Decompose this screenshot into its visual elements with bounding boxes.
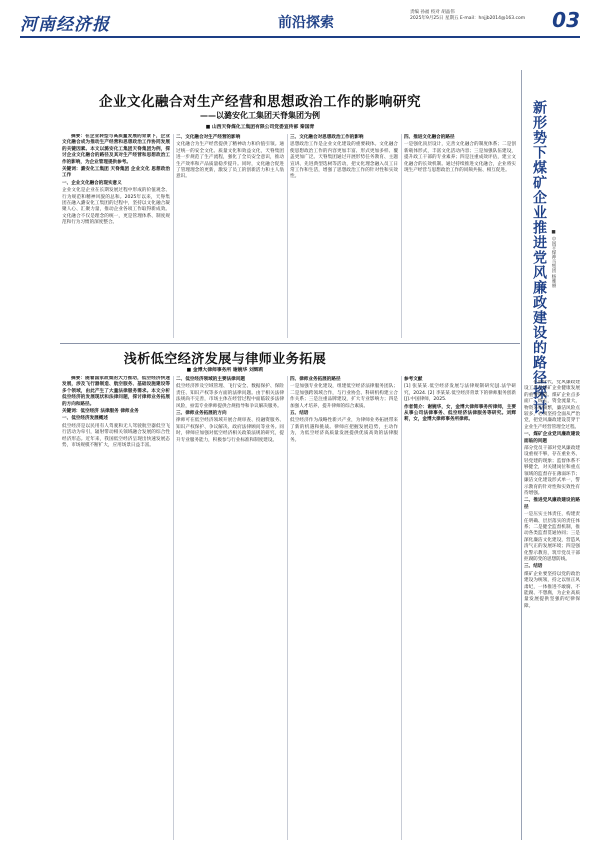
second-heading-3: 三、律师业务拓展的方向: [176, 411, 227, 417]
second-abstract: 摘要：随着国家政策的大力推动，低空经济快速发展，涉及飞行器制造、航空服务、基础设施建设等多个领域，由此产生了大量法律服务需求。本文分析低空经济的发展现状和法律问题，探讨律师业务拓展的方向和路径。: [62, 376, 170, 407]
page-number: 03: [552, 8, 580, 32]
second-paragraph-3: 律师可在低空经济领域开展合规审查、投融资服务、知识产权保护、争议解决、政府法律顾问等业务。同时，律师应加强对低空经济相关政策法规的研究，提升专业服务能力，积极参与行业标准和制度建设。: [176, 418, 284, 443]
date-line: 2025年9月25日 星期五 E-mail：hnjjb2014@163.com: [410, 16, 526, 21]
lead-abstract: 摘要：在企业转型与高质量发展的背景下，企业文化融合成为推动生产经营和思想政治工作协同发展的关键因素。本文以潞安化工集团天脊集团为例，探讨企业文化融合的路径及其对生产经营和思想政治工作的影响，为企业管理提供参考。: [62, 134, 170, 165]
second-article-title: 浅析低空经济发展与律师业务拓展: [123, 352, 327, 367]
editor-line: 责编 孙福 校对 胡晶伟: [410, 10, 455, 15]
lead-heading-3: 三、文化融合对思想政治工作的影响: [290, 135, 364, 140]
lead-paragraph-1: 企业文化是企业在长期发展过程中形成的价值观念、行为规范和精神风貌的总和。2025年以来，天脊集团在融入潞安化工集团的过程中，坚持以文化融合凝聚人心、汇聚力量，推动企业各项工作取得新成效。文化融合不仅是理念的统一，更是管理体系、制度规范和行为习惯的深度整合。: [62, 188, 170, 226]
column-divider: [287, 376, 288, 840]
masthead-rule: [20, 36, 580, 38]
side-article-rule: [521, 70, 522, 840]
lead-paragraph-3: 思想政治工作是企业文化建设的重要载体。文化融合使思想政治工作的内容更加丰富、形式更加多样、覆盖更加广泛。天脊集团通过开展形势任务教育、主题宣讲、先进典型选树等活动，把文化理念融入员工日常工作和生活，增强了思想政治工作的针对性和实效性。: [290, 142, 398, 180]
lead-article-author: ■ 山西天脊煤化工集团有限公司党委宣传部 秦国青: [205, 125, 315, 130]
lead-article-column-2: [176, 134, 284, 338]
column-divider: [401, 134, 402, 338]
side-paragraph-2: 部分党员干部对党风廉政建设重视不够，存在重业务、轻党建的现象；监督体系不够健全，对关键岗位和重点领域的监督存在薄弱环节；廉洁文化建设形式单一，警示教育的针对性和实效性有待增强。: [524, 446, 580, 496]
column-divider: [173, 134, 174, 338]
side-heading-3: 三、结语: [524, 564, 543, 570]
column-divider: [173, 376, 174, 840]
second-heading-1: 一、低空经济发展概述: [62, 416, 108, 422]
references-list: [1] 张某某.低空经济发展与法律规制研究[J].法学研究，2024. [2] 李某某.低空经济背景下的律师服务创新[J].中国律师，2025.: [404, 384, 516, 403]
second-article-column-1: [62, 376, 170, 840]
newspaper-logo: 河南经济报: [20, 15, 110, 35]
second-paragraph-2: 低空经济涉及空域管理、飞行安全、数据保护、保险责任、知识产权等多方面的法律问题。由于相关法律法规尚不完善，市场主体在经营过程中面临较多法律风险，亟需专业律师提供合规指导和争议解决服务。: [176, 384, 284, 409]
lead-article-subtitle: ——以潞安化工集团天脊集团为例: [200, 111, 320, 120]
lead-article-column-3: [290, 134, 398, 338]
second-article-column-3: [290, 376, 398, 840]
issue-meta: [410, 10, 528, 22]
side-paragraph-1: 在新时代，党风廉政建设工作是煤矿企业健康发展的重要保障。煤矿企业点多面广、线长，资金流量大，物资采购频繁，廉洁风险点较多，必须坚持全面从严治党，把党风廉政建设贯穿于企业生产经营管理全过程。: [524, 380, 580, 430]
lead-keywords: 关键词：潞安化工集团 天脊集团 企业文化 思想政治工作: [62, 167, 170, 179]
second-keywords: 关键词：低空经济 法律服务 律师业务: [62, 409, 139, 415]
second-article-column-4: [404, 376, 516, 840]
second-heading-4: 四、律师业务拓展的路径: [290, 377, 341, 382]
lead-heading-2: 二、文化融合对生产经营的影响: [176, 135, 241, 140]
side-article-title: 新形势下煤矿企业推进党风廉政建设的路径探讨: [531, 100, 547, 415]
second-paragraph-4: 一是加强专业化建设，组建低空经济法律服务团队；二是加强跨领域合作，与行业协会、科研机构建立合作关系；三是注重品牌建设，扩大专业影响力；四是加强人才培养，提升律师的综合素质。: [290, 384, 398, 409]
second-paragraph-1: 低空经济是以民用有人驾驶和无人驾驶航空器低空飞行活动为牵引，辐射带动相关领域融合发展的综合性经济形态。近年来，我国低空经济呈现出快速发展态势，市场规模不断扩大，应用场景日益丰富。: [62, 423, 170, 449]
lead-paragraph-2: 文化融合为生产经营提供了精神动力和价值引领。通过统一的安全文化、质量文化和效益文化，天脊集团进一步规范了生产流程，强化了全员安全意识，推动生产效率和产品质量稳步提升。同时，文化融合促进了管理理念的更新，激发了员工的创新活力和主人翁意识。: [176, 142, 284, 180]
lead-article-column-1: [62, 134, 170, 338]
lead-article-column-4: [404, 134, 516, 338]
author-bio: 作者简介：谢婉华，女，金博大律师事务所律师，主要从事公司法律事务、低空经济法律服务等研究。刘辉莉，女，金博大律师事务所律师。: [404, 404, 516, 423]
side-article-body: [524, 380, 580, 840]
column-divider: [401, 376, 402, 840]
section-title: 前沿探索: [278, 15, 334, 31]
masthead: [20, 8, 580, 34]
second-article-column-2: [176, 376, 284, 840]
side-article-author: ■ 中国平煤神马集团 杨雅丽: [551, 230, 556, 288]
side-heading-2: 二、推进党风廉政建设的路径: [524, 498, 580, 510]
side-paragraph-3: 一是压实主体责任，构建责任明确、层层落实的责任体系；二是健全监督机制，推动各类监督贯通协同；三是深化廉洁文化建设，营造风清气正的发展环境；四是强化警示教育，筑牢党员干部拒腐防变的思想防线。: [524, 512, 580, 562]
side-heading-1: 一、煤矿企业党风廉政建设面临的问题: [524, 432, 580, 444]
column-divider: [287, 134, 288, 338]
lead-paragraph-4: 一是强化顶层设计，完善文化融合的制度体系；二是创新载体形式，丰富文化活动内容；三是加强队伍建设，提升政工干部的专业素养；四是注重成效评估，建立文化融合的长效机制。通过持续推进文化融合，企业将实现生产经营与思想政治工作的同频共振、相互促进。: [404, 142, 516, 174]
second-paragraph-5: 低空经济作为战略性新兴产业，为律师业务拓展带来了新的机遇和挑战。律师应把握发展趋势，主动作为，为低空经济高质量发展提供优质高效的法律服务。: [290, 418, 398, 443]
article-separator: [60, 343, 520, 344]
second-article-author: ■ 金博大律师事务所 谢婉华 刘辉莉: [186, 368, 264, 373]
side-paragraph-4: 煤矿企业要坚持以党的政治建设为统领，持之以恒正风肃纪，一体推进不敢腐、不能腐、不想腐，为企业高质量发展提供坚强的纪律保障。: [524, 571, 580, 609]
second-heading-2: 二、低空经济领域的主要法律问题: [176, 377, 245, 382]
lead-heading-4: 四、推进文化融合的路径: [404, 135, 455, 140]
lead-heading-1: 一、企业文化融合的现实意义: [62, 180, 122, 186]
references-title: 参考文献: [404, 377, 423, 382]
second-heading-5: 五、结语: [290, 411, 309, 417]
lead-article-title: 企业文化融合对生产经营和思想政治工作的影响研究: [99, 94, 421, 110]
